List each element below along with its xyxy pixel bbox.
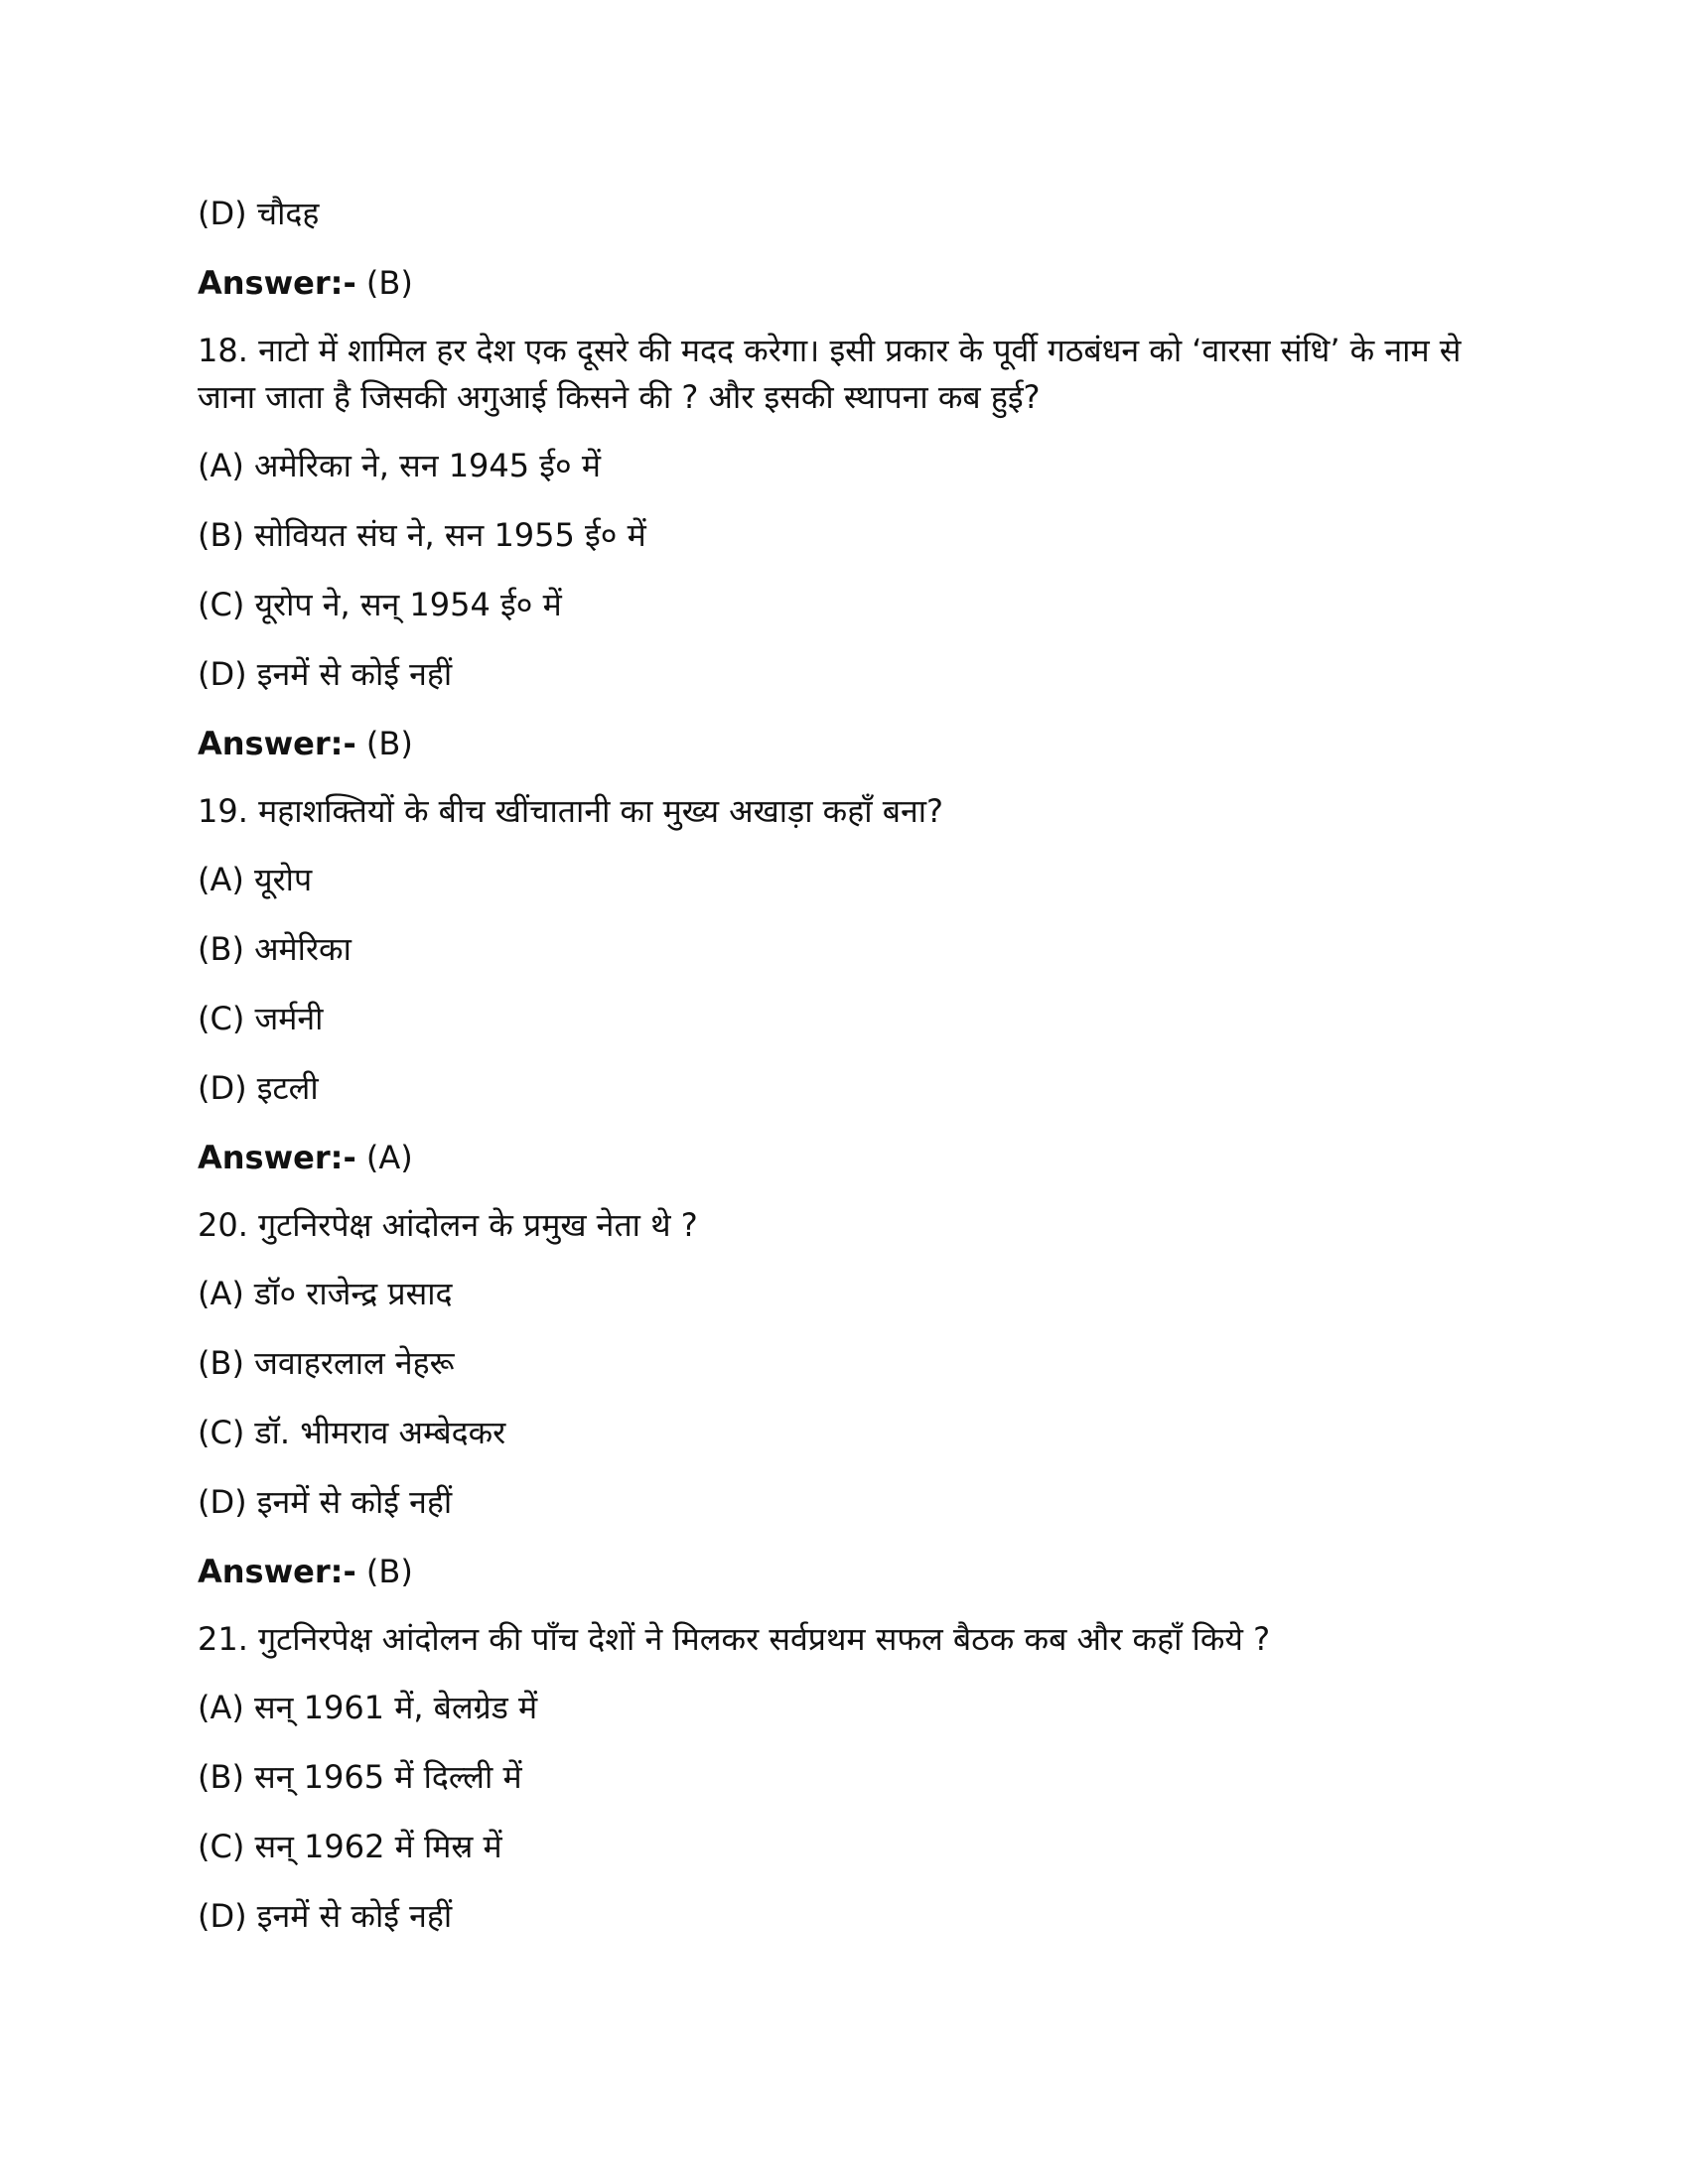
option-d: (D) इटली xyxy=(198,1069,319,1107)
option-d: (D) इनमें से कोई नहीं xyxy=(198,1483,453,1521)
option-a: (A) यूरोप xyxy=(198,861,313,898)
answer-label: Answer:- xyxy=(198,264,356,302)
answer-value: (B) xyxy=(355,264,413,302)
answer-line xyxy=(198,1547,1508,1596)
option-d: (D) चौदह xyxy=(198,195,320,232)
answer-line xyxy=(198,719,1508,768)
option-b: (B) अमेरिका xyxy=(198,930,352,968)
answer-line xyxy=(198,258,1508,308)
answer-label: Answer:- xyxy=(198,1139,356,1176)
option-c: (C) सन् 1962 में मिस्र में xyxy=(198,1828,502,1865)
option-d: (D) इनमें से कोई नहीं xyxy=(198,1897,453,1935)
option-a: (A) अमेरिका ने, सन 1945 ई० में xyxy=(198,447,601,484)
option-c: (C) जर्मनी xyxy=(198,1000,324,1037)
answer-label: Answer:- xyxy=(198,725,356,762)
option-b: (B) जवाहरलाल नेहरू xyxy=(198,1344,455,1382)
option-c: (C) डॉ. भीमराव अम्बेदकर xyxy=(198,1414,506,1451)
answer-value: (B) xyxy=(355,725,413,762)
option-b: (B) सोवियत संघ ने, सन 1955 ई० में xyxy=(198,516,646,554)
answer-label: Answer:- xyxy=(198,1553,356,1590)
answer-line xyxy=(198,1133,1508,1182)
answer-value: (B) xyxy=(355,1553,413,1590)
option-a: (A) डॉ० राजेन्द्र प्रसाद xyxy=(198,1275,453,1312)
option-d: (D) इनमें से कोई नहीं xyxy=(198,655,453,693)
option-b: (B) सन् 1965 में दिल्ली में xyxy=(198,1758,522,1796)
question-21: 21. गुटनिरपेक्ष आंदोलन की पाँच देशों ने मिलकर सर्वप्रथम सफल बैठक कब और कहाँ किये ? xyxy=(198,1620,1271,1658)
question-19: 19. महाशक्तियों के बीच खींचातानी का मुख्य अखाड़ा कहाँ बना? xyxy=(198,792,944,830)
answer-value: (A) xyxy=(355,1139,413,1176)
question-list xyxy=(198,189,1508,1961)
question-20: 20. गुटनिरपेक्ष आंदोलन के प्रमुख नेता थे ? xyxy=(198,1206,698,1244)
question-18: 18. नाटो में शामिल हर देश एक दूसरे की मदद करेगा। इसी प्रकार के पूर्वी गठबंधन को ‘वारसा संधि’ के नाम से जाना जाता है जिसकी अगुआई किसने की ? और इसकी स्थापना कब हुई? xyxy=(198,332,1462,416)
option-a: (A) सन् 1961 में, बेलग्रेड में xyxy=(198,1689,538,1726)
option-c: (C) यूरोप ने, सन् 1954 ई० में xyxy=(198,586,562,623)
